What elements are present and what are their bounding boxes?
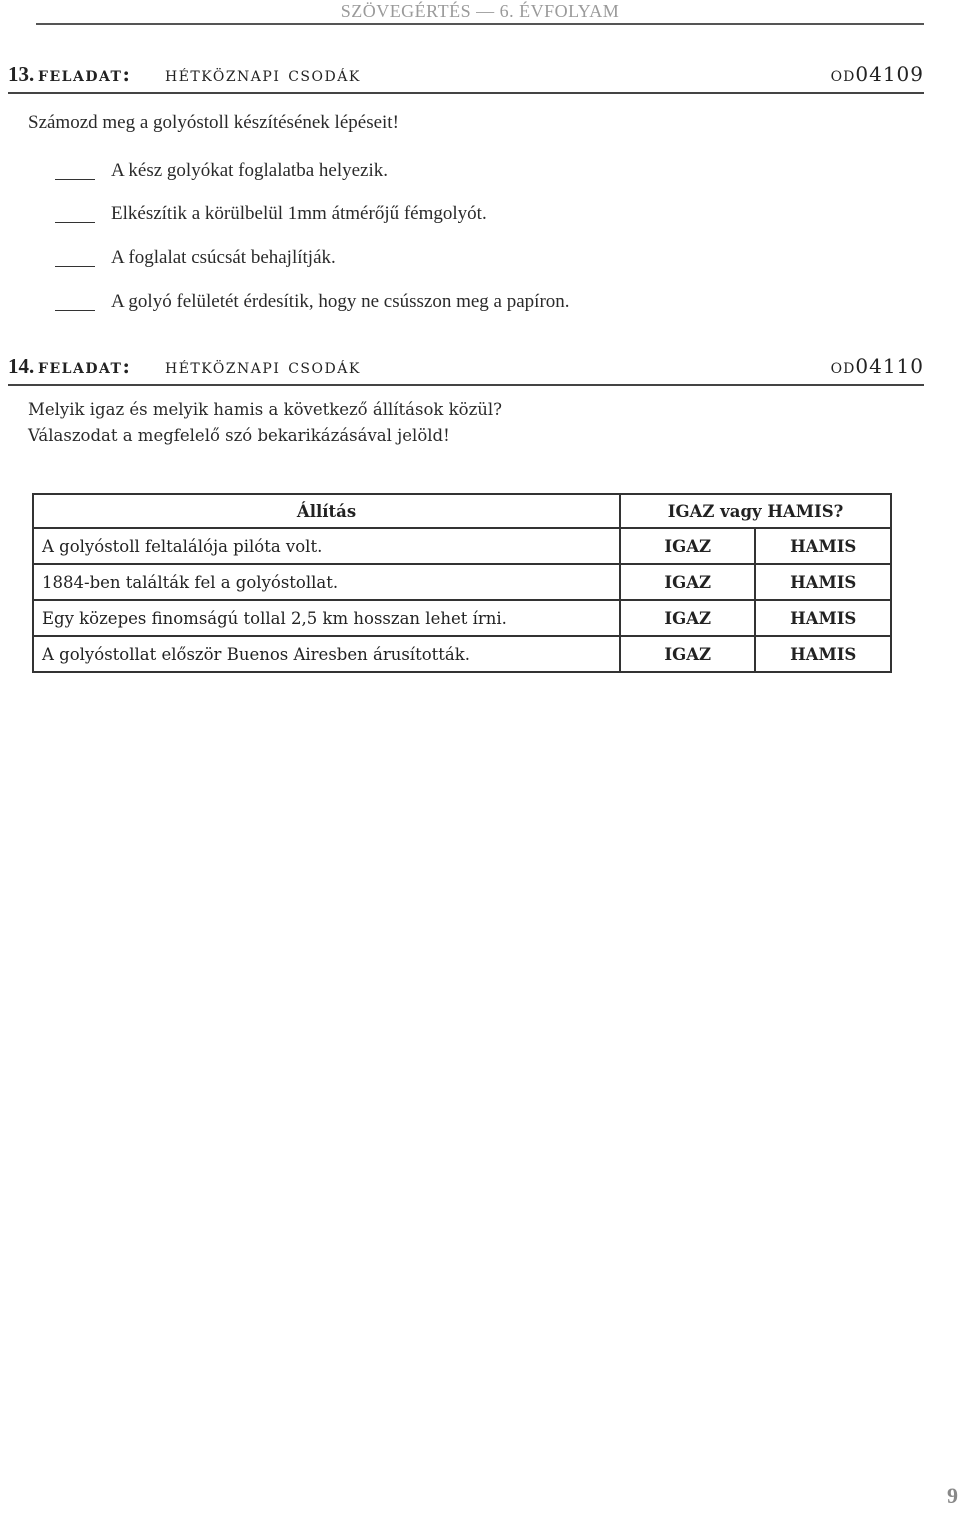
statement-cell: A golyóstollat először Buenos Airesben árusították.	[33, 636, 620, 672]
option-false[interactable]: HAMIS	[755, 528, 891, 564]
task-13-heading	[8, 62, 924, 94]
table-header-row	[33, 494, 891, 528]
step-3-blank[interactable]	[55, 266, 95, 267]
running-head: SZÖVEGÉRTÉS — 6. ÉVFOLYAM	[340, 1, 620, 21]
task-14-code: od04110	[830, 354, 924, 378]
task-14-instruction-1: Melyik igaz és melyik hamis a következő állítások közül?	[28, 400, 503, 419]
table-row	[33, 600, 891, 636]
option-true[interactable]: IGAZ	[620, 564, 755, 600]
option-false[interactable]: HAMIS	[755, 600, 891, 636]
step-3-text: A foglalat csúcsát behajlítják.	[111, 247, 336, 268]
header-divider	[36, 23, 924, 25]
task-13-number: 13.	[8, 62, 35, 86]
table-row	[33, 636, 891, 672]
page-number: 9	[947, 1483, 958, 1508]
task-13-code: od04109	[830, 62, 924, 86]
task-14-instruction-2: Válaszodat a megfelelő szó bekarikázásával jelöld!	[28, 426, 450, 445]
step-1-text: A kész golyókat foglalatba helyezik.	[111, 160, 388, 181]
task-14-number: 14.	[8, 354, 35, 378]
statement-cell: Egy közepes finomságú tollal 2,5 km hosszan lehet írni.	[33, 600, 620, 636]
step-1-blank[interactable]	[55, 179, 95, 180]
option-true[interactable]: IGAZ	[620, 636, 755, 672]
option-true[interactable]: IGAZ	[620, 528, 755, 564]
statement-cell: A golyóstoll feltalálója pilóta volt.	[33, 528, 620, 564]
task-13-instruction: Számozd meg a golyóstoll készítésének lépéseit!	[28, 112, 399, 133]
table-row	[33, 528, 891, 564]
true-false-table	[32, 493, 892, 673]
table-row	[33, 564, 891, 600]
task-13-keyword: feladat:	[38, 62, 132, 86]
task-14-title: hétköznapi csodák	[165, 354, 361, 378]
step-4-text: A golyó felületét érdesítik, hogy ne csússzon meg a papíron.	[111, 291, 570, 312]
option-false[interactable]: HAMIS	[755, 564, 891, 600]
task-14-keyword: feladat:	[38, 354, 132, 378]
statement-cell: 1884-ben találták fel a golyóstollat.	[33, 564, 620, 600]
header-answer: IGAZ vagy HAMIS?	[620, 494, 891, 528]
header-statement: Állítás	[33, 494, 620, 528]
task-13-title: hétköznapi csodák	[165, 62, 361, 86]
step-4-blank[interactable]	[55, 310, 95, 311]
step-2-text: Elkészítik a körülbelül 1mm átmérőjű fémgolyót.	[111, 203, 487, 224]
task-14-heading	[8, 354, 924, 386]
step-2-blank[interactable]	[55, 222, 95, 223]
option-true[interactable]: IGAZ	[620, 600, 755, 636]
option-false[interactable]: HAMIS	[755, 636, 891, 672]
